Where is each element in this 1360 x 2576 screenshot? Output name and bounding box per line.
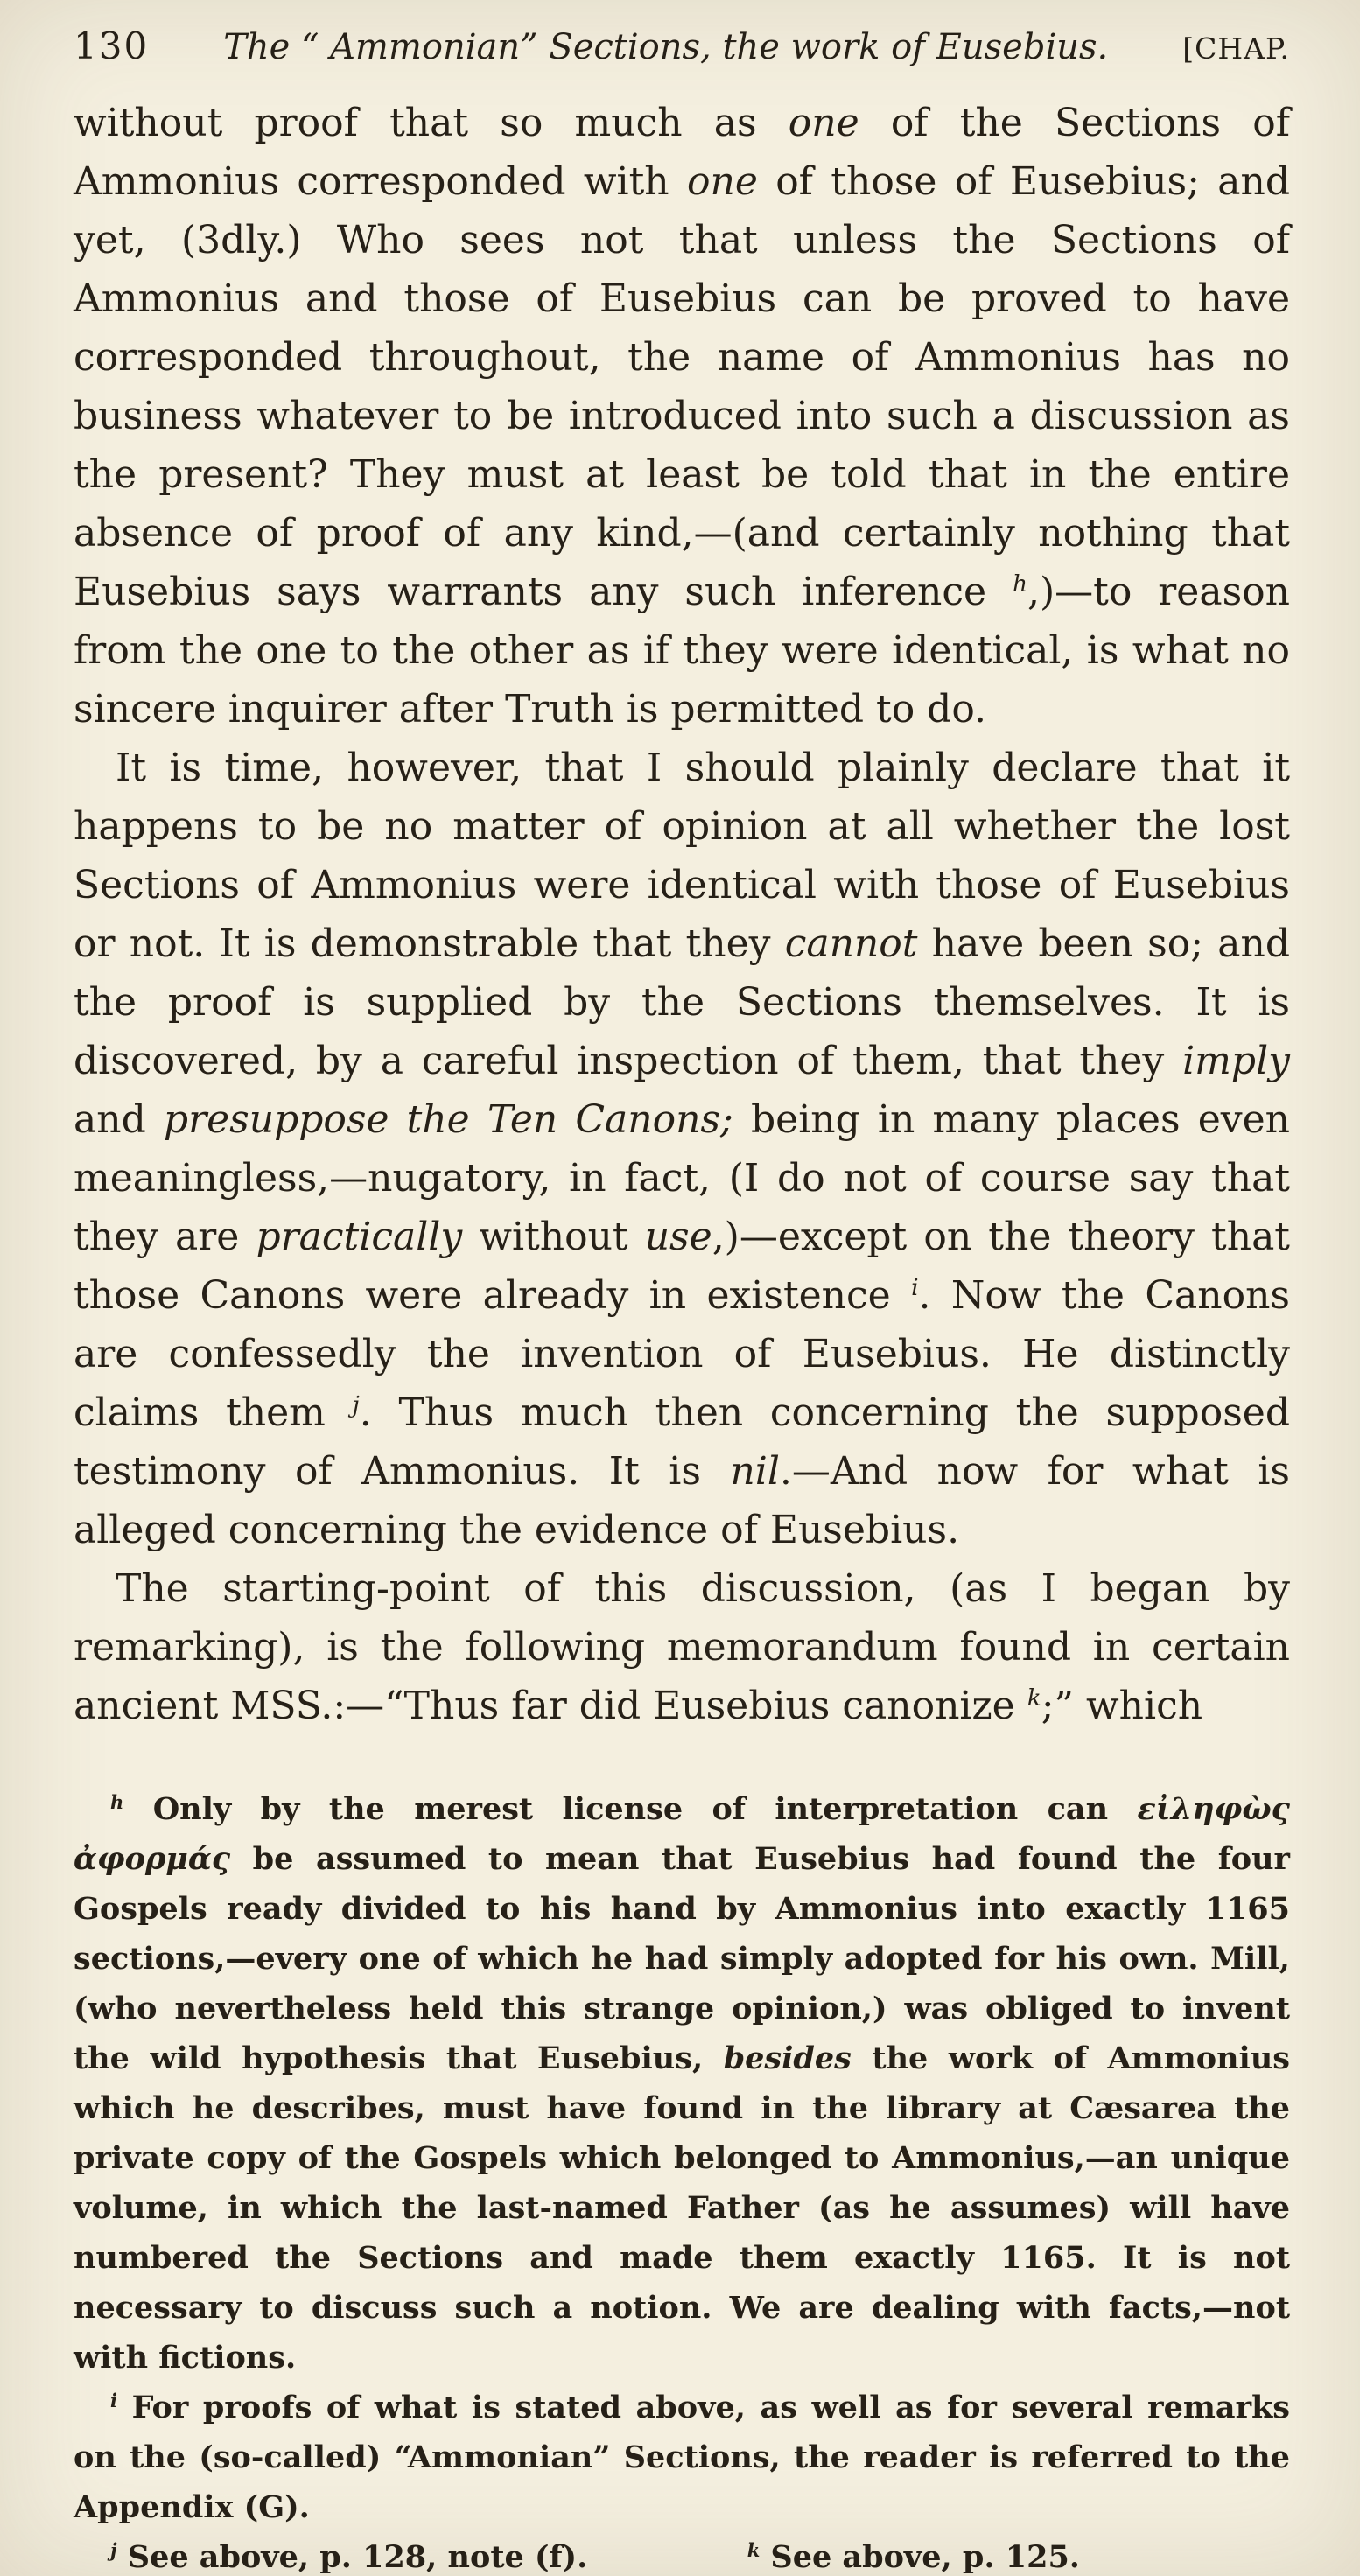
- text-segment: εἰληφὼς ἀφορμάς: [74, 1791, 1290, 1877]
- text-segment: . Now the Canons are confessedly the invention of Eusebius. He distinctly claims them: [74, 1273, 1290, 1435]
- text-segment: Only by the merest license of interpretation can: [123, 1791, 1138, 1827]
- page-number: 130: [74, 24, 150, 67]
- footnote-k: [747, 2532, 1080, 2576]
- text-segment: of those of Eusebius; and yet, (3dly.) Who sees not that unless the Sections of Ammonius and those of Eusebius can be proved to have corresponded throughout, the name of Ammonius has no business whatever to be introduced into such a discussion as the present? They must at least be told that in the entire absence of proof of any kind,—(and certainly nothing that Eusebius says warrants any such inference: [74, 159, 1291, 614]
- text-segment: without proof that so much as: [74, 101, 789, 145]
- paragraph-2: [74, 738, 1290, 1559]
- text-segment: For proofs of what is stated above, as well as for several remarks on the (so-called) “Ammonian” Sections, the reader is referred to the Appendix (G).: [74, 2390, 1290, 2525]
- footnote-i: [74, 2383, 1290, 2532]
- note-reference: i: [911, 1274, 919, 1302]
- note-reference: j: [110, 2539, 117, 2562]
- footnote-j: [74, 2532, 587, 2576]
- note-reference: i: [110, 2390, 117, 2412]
- text-segment: ,)—to reason from the one to the other as if they were identical, is what no sincere inquirer after Truth is permitted to do.: [74, 570, 1290, 732]
- note-reference: k: [747, 2539, 761, 2562]
- text-segment: being in many places even meaningless,—nugatory, in fact, (I do not of course say that they are: [74, 1097, 1290, 1259]
- text-segment: The starting-point of this discussion, (as I began by remarking), is the following memorandum found in certain ancient MSS.:—“Thus far did Eusebius canonize: [74, 1566, 1290, 1728]
- text-segment: cannot: [784, 921, 918, 966]
- page-header: [74, 24, 1290, 67]
- text-segment: one: [686, 159, 758, 204]
- text-segment: It is time, however, that I should plainly declare that it happens to be no matter of opinion at all whether the lost Sections of Ammonius were identical with those of Eusebius or not. It is demonstrable that they: [74, 746, 1290, 966]
- text-segment: use: [644, 1214, 712, 1259]
- text-segment: the work of Ammonius which he describes, must have found in the library at Cæsarea the private copy of the Gospels which belonged to Ammonius,—an unique volume, in which the last-named Father (as he assumes) will have numbered the Sections and made them exactly 1165. It is not necessary to discuss such a notion. We are dealing with facts,—not with fictions.: [74, 2040, 1290, 2376]
- text-segment: and: [74, 1097, 164, 1142]
- chapter-marker: [CHAP.: [1182, 32, 1290, 66]
- note-reference: k: [1027, 1684, 1041, 1712]
- text-segment: ,)—except on the theory that those Canons were already in existence: [74, 1214, 1290, 1318]
- text-segment: ;” which: [1041, 1684, 1203, 1728]
- text-segment: See above, p. 125.: [760, 2539, 1080, 2575]
- text-segment: one: [788, 101, 859, 145]
- text-segment: See above, p. 128, note (f).: [116, 2539, 588, 2575]
- running-title: The “ Ammonian” Sections, the work of Eusebius.: [223, 27, 1109, 67]
- text-segment: be assumed to mean that Eusebius had found the four Gospels ready divided to his hand by Ammonius into exactly 1165 sections,—every one of which he had simply adopted for his own. Mill, (who nevertheless held this strange opinion,) was obliged to invent the wild hypothesis that Eusebius,: [74, 1841, 1290, 2076]
- note-reference: h: [1013, 570, 1028, 598]
- text-segment: . Thus much then concerning the supposed testimony of Ammonius. It is: [74, 1390, 1290, 1494]
- text-segment: have been so; and the proof is supplied by the Sections themselves. It is discovered, by a careful inspection of them, that they: [74, 921, 1290, 1083]
- note-reference: j: [352, 1391, 360, 1419]
- footnote-h: [74, 1784, 1290, 2383]
- text-segment: without: [462, 1214, 645, 1259]
- footnotes: [74, 1784, 1290, 2576]
- text-segment: besides: [723, 2040, 852, 2076]
- body-text: [74, 94, 1290, 1735]
- text-segment: practically: [256, 1214, 463, 1259]
- text-segment: nil: [730, 1449, 780, 1494]
- footnote-row: [74, 2532, 1290, 2576]
- note-reference: h: [110, 1791, 124, 1814]
- text-segment: imply: [1182, 1039, 1290, 1083]
- paragraph-1: [74, 94, 1290, 738]
- text-segment: .—And now for what is alleged concerning the evidence of Eusebius.: [74, 1449, 1290, 1552]
- text-segment: presuppose the Ten Canons;: [163, 1097, 733, 1142]
- text-segment: of the Sections of Ammonius corresponded with: [74, 101, 1290, 204]
- paragraph-3: [74, 1559, 1290, 1735]
